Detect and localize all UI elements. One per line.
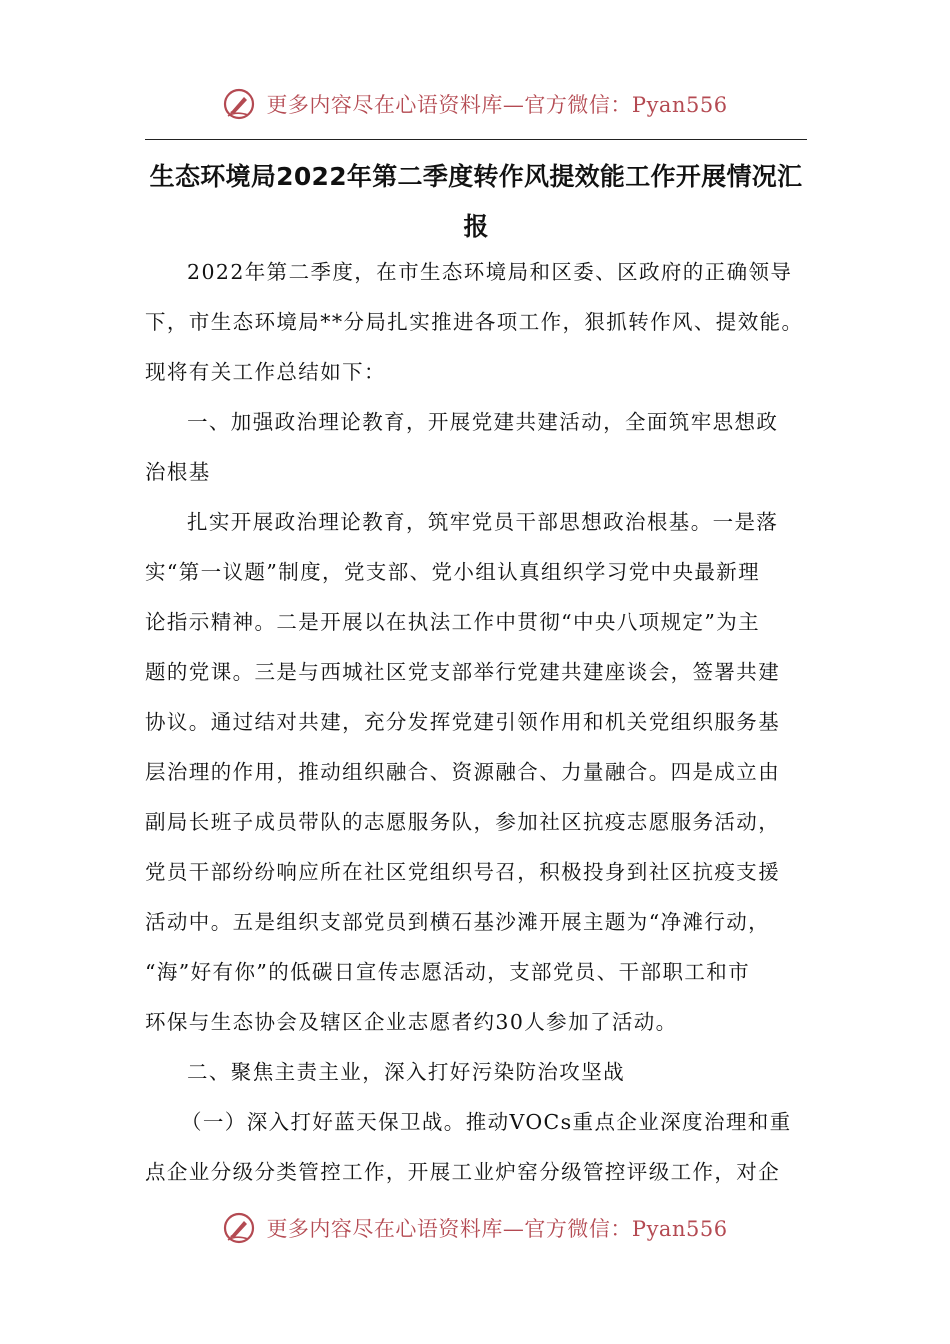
- body-line: 2022年第二季度，在市生态环境局和区委、区政府的正确领导: [187, 260, 793, 284]
- document-title-line-2: 报: [463, 212, 489, 241]
- body-line: 层治理的作用，推动组织融合、资源融合、力量融合。四是成立由: [145, 760, 781, 784]
- body-line: 扎实开展政治理论教育，筑牢党员干部思想政治根基。一是落: [187, 510, 779, 534]
- body-line: 副局长班子成员带队的志愿服务队，参加社区抗疫志愿服务活动，: [145, 810, 781, 834]
- body-line: “海”好有你”的低碳日宣传志愿活动，支部党员、干部职工和市: [145, 960, 751, 984]
- body-line: 论指示精神。二是开展以在执法工作中贯彻“中央八项规定”为主: [145, 610, 761, 634]
- header-divider: [145, 139, 807, 140]
- body-line: 题的党课。三是与西城社区党支部举行党建共建座谈会，签署共建: [145, 660, 781, 684]
- watermark-footer: [0, 1206, 950, 1250]
- watermark-header: [0, 82, 950, 126]
- body-line: 现将有关工作总结如下：: [145, 360, 386, 384]
- document-title-line-1: 生态环境局2022年第二季度转作风提效能工作开展情况汇: [149, 162, 803, 191]
- document-body: [145, 254, 807, 1204]
- body-line: 实“第一议题”制度，党支部、党小组认真组织学习党中央最新理: [145, 560, 761, 584]
- section-heading-line: 二、聚焦主责主业，深入打好污染防治攻坚战: [187, 1060, 625, 1084]
- body-line: 点企业分级分类管控工作，开展工业炉窑分级管控评级工作，对企: [145, 1160, 781, 1184]
- body-line: 环保与生态协会及辖区企业志愿者约30人参加了活动。: [145, 1010, 678, 1034]
- section-heading-line: 一、加强政治理论教育，开展党建共建活动，全面筑牢思想政: [187, 410, 779, 434]
- body-line: 协议。通过结对共建，充分发挥党建引领作用和机关党组织服务基: [145, 710, 781, 734]
- watermark-text: 更多内容尽在心语资料库—官方微信：Pyan556: [266, 1217, 728, 1241]
- body-line: 活动中。五是组织支部党员到横石基沙滩开展主题为“净滩行动，: [145, 910, 771, 934]
- pen-circle-logo-icon: [222, 87, 256, 121]
- body-line: 党员干部纷纷响应所在社区党组织号召，积极投身到社区抗疫支援: [145, 860, 781, 884]
- section-heading-line: 治根基: [145, 460, 211, 484]
- pen-circle-logo-icon: [222, 1211, 256, 1245]
- body-line: （一）深入打好蓝天保卫战。推动VOCs重点企业深度治理和重: [181, 1110, 792, 1134]
- body-line: 下，市生态环境局**分局扎实推进各项工作，狠抓转作风、提效能。: [145, 310, 804, 334]
- watermark-text: 更多内容尽在心语资料库—官方微信：Pyan556: [266, 93, 728, 117]
